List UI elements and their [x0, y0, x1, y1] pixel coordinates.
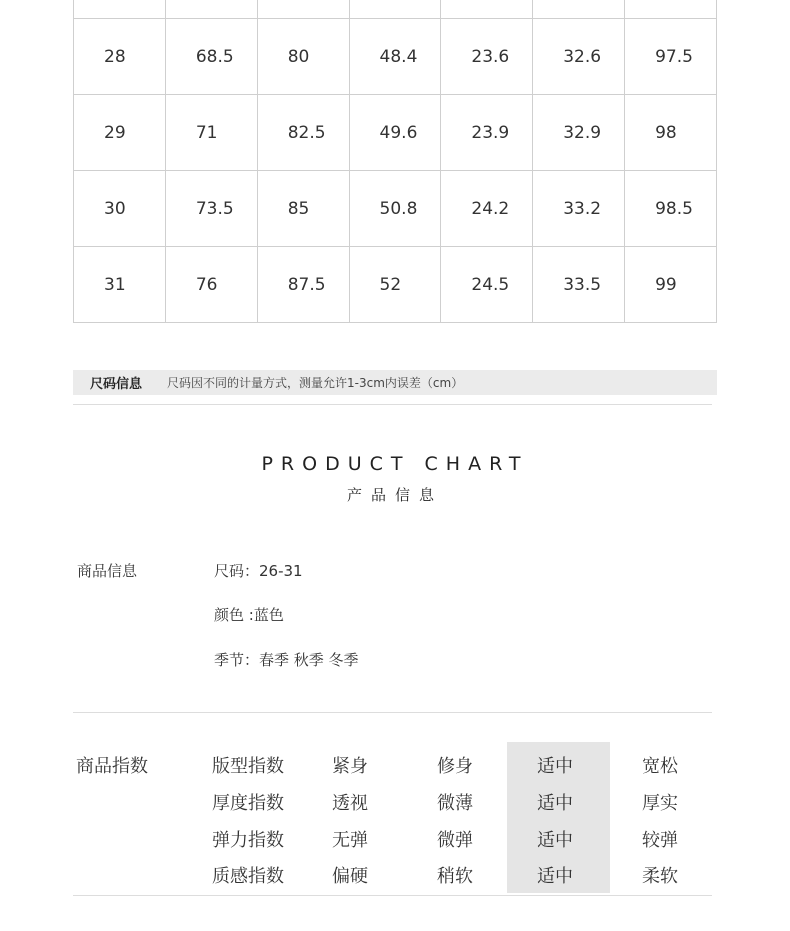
product-index-label: 商品指数 [76, 756, 148, 777]
table-cell: 85 [257, 171, 349, 247]
table-cell: 29 [74, 95, 166, 171]
size-info-note: 尺码因不同的计量方式，测量允许1-3cm内误差（cm） [167, 376, 464, 390]
table-cell: 30 [74, 171, 166, 247]
table-row [74, 0, 717, 19]
product-chart-title: PRODUCT CHART [261, 453, 529, 475]
index-option-selected: 适中 [537, 830, 573, 851]
index-option: 较弹 [642, 830, 678, 851]
table-cell: 50.8 [349, 171, 441, 247]
index-option-selected: 适中 [537, 756, 573, 777]
table-cell: 68.5 [165, 19, 257, 95]
index-option-selected: 适中 [537, 793, 573, 814]
index-option: 紧身 [332, 756, 368, 777]
table-cell: 52 [349, 247, 441, 323]
table-cell: 76 [165, 247, 257, 323]
table-cell: 98.5 [625, 171, 717, 247]
table-cell: 31 [74, 247, 166, 323]
index-option: 偏硬 [332, 866, 368, 887]
index-row-fit [0, 752, 790, 776]
table-cell: 24.2 [441, 171, 533, 247]
product-chart-subtitle: 产品信息 [346, 486, 443, 504]
index-option: 厚实 [642, 793, 678, 814]
table-cell: 48.4 [349, 19, 441, 95]
table-cell: 23.9 [441, 95, 533, 171]
table-row [74, 171, 717, 247]
product-size-line: 尺码：26-31 [214, 562, 303, 580]
table-cell: 49.6 [349, 95, 441, 171]
table-row [74, 247, 717, 323]
index-option: 微薄 [437, 793, 473, 814]
index-option: 无弹 [332, 830, 368, 851]
index-name: 厚度指数 [212, 793, 284, 814]
index-option: 修身 [437, 756, 473, 777]
table-cell: 32.6 [533, 19, 625, 95]
divider [73, 712, 712, 713]
index-option: 柔软 [642, 866, 678, 887]
table-cell: 80 [257, 19, 349, 95]
divider [73, 404, 712, 405]
product-color-line: 颜色 :蓝色 [214, 606, 284, 624]
index-option: 宽松 [642, 756, 678, 777]
size-info-title: 尺码信息 [90, 377, 143, 392]
table-cell: 28 [74, 19, 166, 95]
index-option: 稍软 [437, 866, 473, 887]
index-row-elasticity [0, 826, 790, 850]
product-season-line: 季节：春季 秋季 冬季 [214, 651, 359, 669]
index-option-selected: 适中 [537, 866, 573, 887]
index-name: 弹力指数 [212, 830, 284, 851]
index-row-texture [0, 862, 790, 886]
index-name: 版型指数 [212, 756, 284, 777]
table-cell: 98 [625, 95, 717, 171]
table-cell: 24.5 [441, 247, 533, 323]
table-cell: 73.5 [165, 171, 257, 247]
table-row [74, 19, 717, 95]
divider [73, 895, 712, 896]
table-row [74, 95, 717, 171]
table-cell: 97.5 [625, 19, 717, 95]
table-cell: 23.6 [441, 19, 533, 95]
size-table [73, 0, 717, 323]
table-cell: 32.9 [533, 95, 625, 171]
table-cell: 33.5 [533, 247, 625, 323]
table-cell: 87.5 [257, 247, 349, 323]
table-cell: 82.5 [257, 95, 349, 171]
table-cell: 71 [165, 95, 257, 171]
table-cell: 99 [625, 247, 717, 323]
index-row-thickness [0, 789, 790, 813]
product-info-label: 商品信息 [77, 562, 138, 580]
index-option: 微弹 [437, 830, 473, 851]
table-cell: 33.2 [533, 171, 625, 247]
index-name: 质感指数 [212, 866, 284, 887]
index-option: 透视 [332, 793, 368, 814]
size-info-bar [73, 370, 717, 395]
